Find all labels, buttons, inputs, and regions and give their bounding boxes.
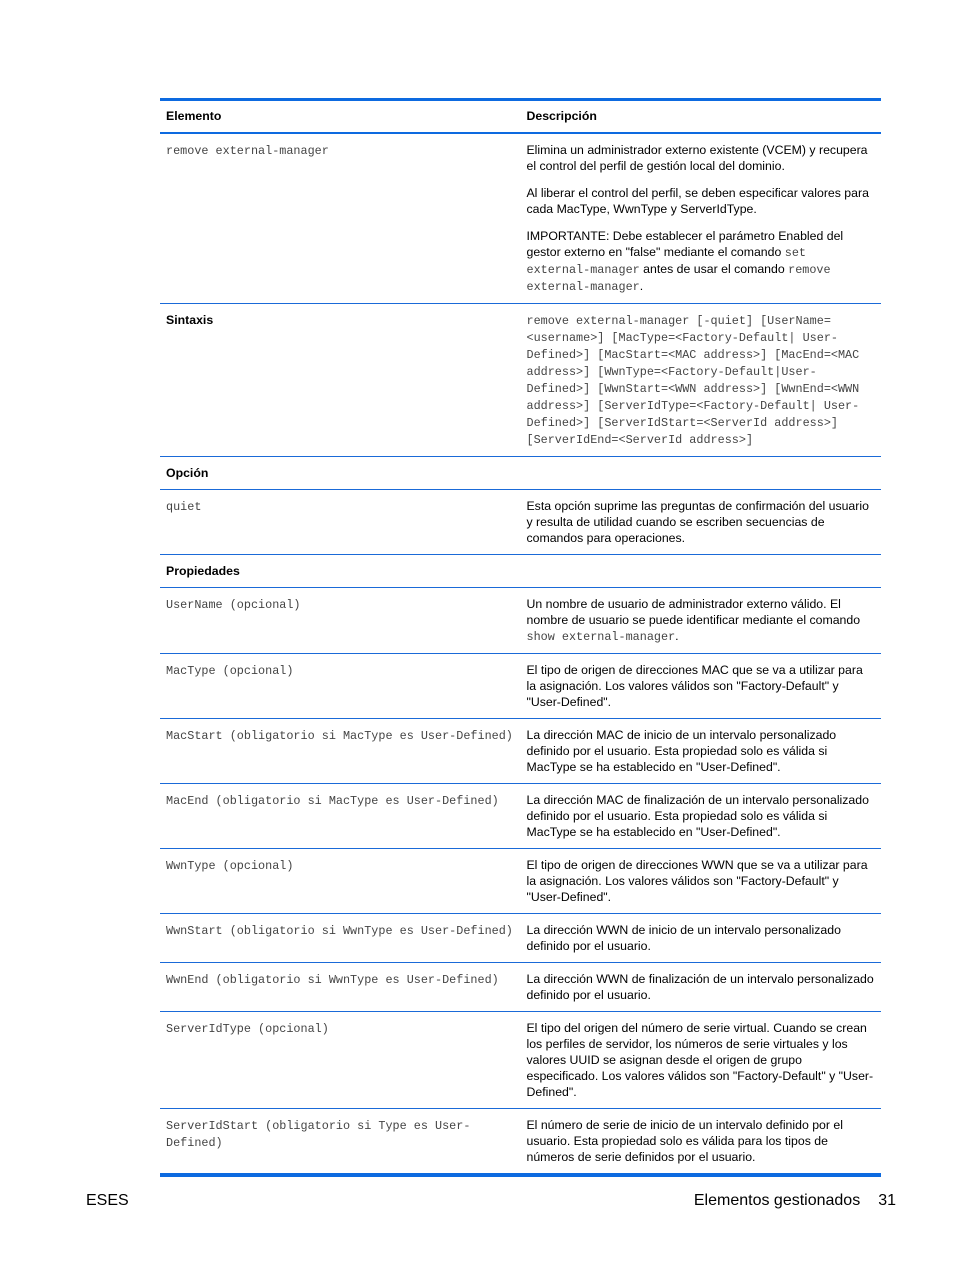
element-name: MacStart (obligatorio si MacType es User-Defined) bbox=[166, 729, 513, 743]
footer-locale: ESES bbox=[86, 1192, 129, 1209]
table-row bbox=[160, 304, 881, 457]
element-name: WwnType (opcional) bbox=[166, 859, 294, 873]
table-row bbox=[160, 1109, 881, 1176]
description-text: Un nombre de usuario de administrador externo válido. El nombre de usuario se puede identificar mediante el comando bbox=[526, 597, 861, 627]
element-description: Esta opción suprime las preguntas de confirmación del usuario y resulta de utilidad cuando se escriben secuencias de comandos para operaciones. bbox=[520, 490, 881, 555]
note-code: remove external-manager bbox=[526, 263, 831, 294]
table-row bbox=[160, 719, 881, 784]
note-code: set external-manager bbox=[526, 246, 806, 277]
note-text: . bbox=[639, 279, 644, 293]
option-heading: Opción bbox=[160, 457, 520, 490]
table-row bbox=[160, 588, 881, 654]
element-name: UserName (opcional) bbox=[166, 598, 301, 612]
element-description: El número de serie de inicio de un intervalo definido por el usuario. Esta propiedad solo es válida para los tipos de números de serie definidos por el usuario. bbox=[520, 1109, 881, 1176]
header-description: Descripción bbox=[520, 100, 881, 134]
table-row bbox=[160, 133, 881, 304]
description-text: . bbox=[675, 629, 679, 643]
description-paragraph: Al liberar el control del perfil, se deben especificar valores para cada MacType, WwnType y ServerIdType. bbox=[526, 186, 869, 216]
important-note bbox=[526, 228, 875, 295]
element-name: WwnEnd (obligatorio si WwnType es User-Defined) bbox=[166, 973, 499, 987]
table-row bbox=[160, 490, 881, 555]
table-row bbox=[160, 784, 881, 849]
element-name: ServerIdStart (obligatorio si Type es User-Defined) bbox=[166, 1119, 471, 1150]
syntax-code: remove external-manager [-quiet] [UserName=<username>] [MacType=<Factory-Default| User-Defined>] [MacStart=<MAC address>] [MacEnd=<MAC address>] [WwnType=<Factory-Default|User-Defined>] [WwnStart=<WWN address>] [WwnEnd=<WWN address>] [ServerIdType=<Factory-Default| User-Defined>] [ServerIdStart=<ServerId address>] [ServerIdEnd=<ServerId address>] bbox=[526, 314, 860, 447]
element-description: El tipo de origen de direcciones WWN que se va a utilizar para la asignación. Los valores válidos son "Factory-Default" y "User-Defined". bbox=[520, 849, 881, 914]
note-text: IMPORTANTE: Debe establecer el parámetro Enabled del gestor externo en "false" mediante el comando bbox=[526, 229, 844, 259]
element-description: La dirección MAC de finalización de un intervalo personalizado definido por el usuario. Esta propiedad solo es válida si MacType se ha establecido en "User-Defined". bbox=[520, 784, 881, 849]
element-name: MacEnd (obligatorio si MacType es User-Defined) bbox=[166, 794, 499, 808]
properties-heading: Propiedades bbox=[160, 555, 520, 588]
element-name: MacType (opcional) bbox=[166, 664, 294, 678]
section-heading-row bbox=[160, 555, 881, 588]
element-description: El tipo de origen de direcciones MAC que se va a utilizar para la asignación. Los valores válidos son "Factory-Default" y "User-Defined". bbox=[520, 654, 881, 719]
footer-section bbox=[694, 1192, 896, 1210]
table-row bbox=[160, 963, 881, 1012]
page-number: 31 bbox=[878, 1192, 896, 1209]
description-paragraph: Elimina un administrador externo existente (VCEM) y recupera el control del perfil de gestión local del dominio. bbox=[526, 143, 868, 173]
table-row bbox=[160, 914, 881, 963]
note-text: antes de usar el comando bbox=[639, 262, 789, 276]
element-description: El tipo del origen del número de serie virtual. Cuando se crean los perfiles de servidor, los números de serie virtuales y los valores UUID se asignan desde el origen de grupo especificado. Los valores válidos son "Factory-Default" y "User-Defined". bbox=[520, 1012, 881, 1109]
footer-section-title: Elementos gestionados bbox=[693, 1192, 861, 1209]
element-description: La dirección WWN de inicio de un intervalo personalizado definido por el usuario. bbox=[520, 914, 881, 963]
element-name: WwnStart (obligatorio si WwnType es User-Defined) bbox=[166, 924, 513, 938]
element-description: La dirección MAC de inicio de un intervalo personalizado definido por el usuario. Esta propiedad solo es válida si MacType se ha establecido en "User-Defined". bbox=[520, 719, 881, 784]
table-row bbox=[160, 1012, 881, 1109]
header-element: Elemento bbox=[160, 100, 520, 134]
element-name: ServerIdType (opcional) bbox=[166, 1022, 329, 1036]
description-code: show external-manager bbox=[526, 630, 676, 644]
table-row bbox=[160, 849, 881, 914]
element-name: remove external-manager bbox=[166, 144, 329, 158]
element-description: La dirección WWN de finalización de un intervalo personalizado definido por el usuario. bbox=[520, 963, 881, 1012]
syntax-label: Sintaxis bbox=[160, 304, 520, 457]
table-header-row bbox=[160, 100, 881, 134]
element-name: quiet bbox=[166, 500, 202, 514]
section-heading-row bbox=[160, 457, 881, 490]
properties-table bbox=[160, 98, 881, 1177]
table-row bbox=[160, 654, 881, 719]
